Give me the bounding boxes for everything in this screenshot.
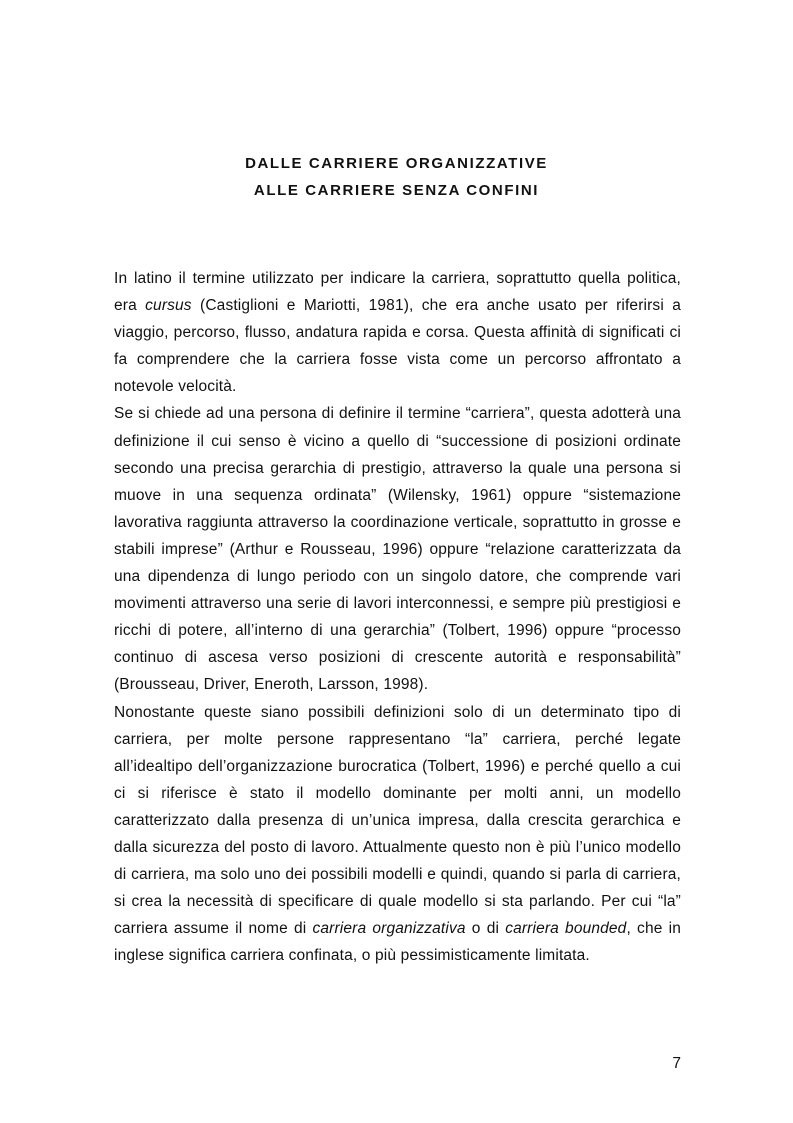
text-run: , che in inglese significa carriera confinata, o più pessimisticamente limitata. <box>114 920 681 965</box>
italic-term: cursus <box>145 297 192 315</box>
chapter-title-line-1: DALLE CARRIERE ORGANIZZATIVE <box>245 155 548 172</box>
text-run: Se si chiede ad una persona di definire il termine “carriera”, questa adotterà una definizione il cui senso è vicino a quello di “successione di posizioni ordinate secondo una precisa gerarchia di prestigio, attraverso la quale una persona si muove in una sequenza ordinata” (Wilensky, 1961) oppure “sistemazione lavorativa raggiunta attraverso la coordinazione verticale, soprattutto in grosse e stabili imprese” (Arthur e Rousseau, 1996) oppure “relazione caratterizzata da una dipendenza di lungo periodo con un singolo datore, che comprende vari movimenti attraverso una serie di lavori interconnessi, e sempre più prestigiosi e ricchi di potere, all’interno di una gerarchia” (Tolbert, 1996) oppure “processo continuo di ascesa verso posizioni di crescente autorità e responsabilità” (Brousseau, Driver, Eneroth, Larsson, 1998). <box>114 405 681 694</box>
text-run: o di <box>465 920 506 938</box>
paragraph <box>114 699 681 970</box>
body-text <box>114 265 681 969</box>
chapter-title <box>0 150 793 204</box>
text-run: (Castiglioni e Mariotti, 1981), che era anche usato per riferirsi a viaggio, percorso, flusso, andatura rapida e corsa. Questa affinità di significati ci fa comprendere che la carriera fosse vista come un percorso affrontato a notevole velocità. <box>114 297 681 396</box>
italic-term: carriera bounded <box>505 920 627 938</box>
chapter-title-line-2: ALLE CARRIERE SENZA CONFINI <box>253 182 540 199</box>
paragraph <box>114 265 681 400</box>
page-number: 7 <box>672 1055 681 1072</box>
text-run: Nonostante queste siano possibili definizioni solo di un determinato tipo di carriera, per molte persone rappresentano “la” carriera, perché legate all’idealtipo dell’organizzazione burocratica (Tolbert, 1996) e perché quello a cui ci si riferisce è stato il modello dominante per molti anni, un modello caratterizzato dalla presenza di un’unica impresa, dalla crescita gerarchica e dalla sicurezza del posto di lavoro. Attualmente questo non è più l’unico modello di carriera, ma solo uno dei possibili modelli e quindi, quando si parla di carriera, si crea la necessità di specificare di quale modello si sta parlando. Per cui “la” carriera assume il nome di <box>114 703 681 938</box>
italic-term: carriera organizzativa <box>312 920 466 938</box>
text-run: In latino il termine utilizzato per indicare la carriera, soprattutto quella politica, era <box>114 270 681 315</box>
paragraph <box>114 400 681 698</box>
